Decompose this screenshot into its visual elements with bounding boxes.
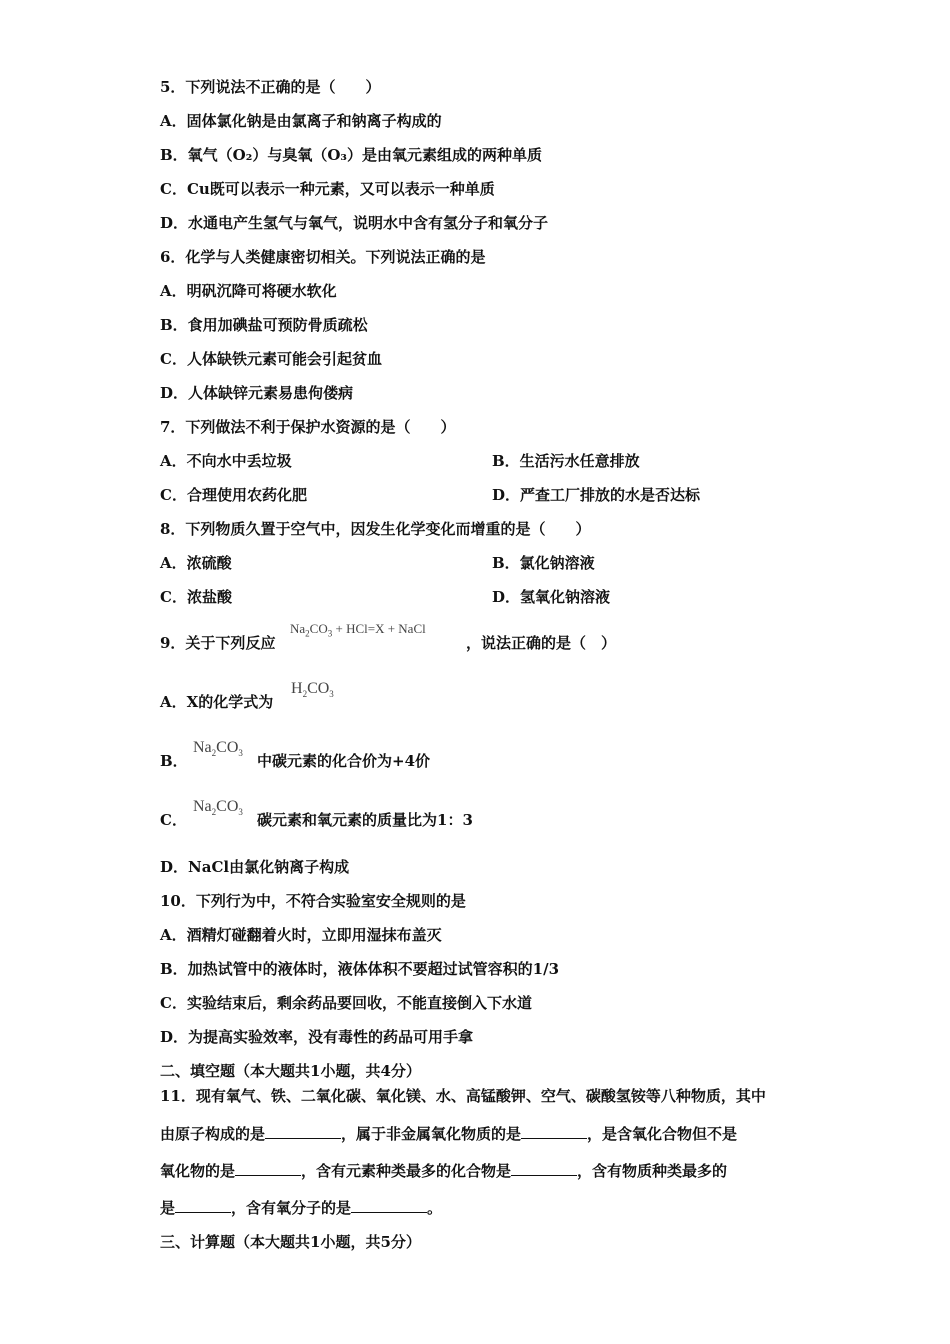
q7-option-c: C．合理使用农药化肥 [160,486,307,504]
answer-blank[interactable] [265,1124,341,1139]
q5-option-d: D．水通电产生氢气与氧气，说明水中含有氢分子和氧分子 [160,214,549,232]
q6-option-b: B．食用加碘盐可预防骨质疏松 [160,316,368,334]
q7-stem: 7．下列做法不利于保护水资源的是（ ） [160,418,456,436]
q9-formula-h2co3: $H_2CO_3$ [291,680,334,700]
q5-option-c: C．Cu既可以表示一种元素，又可以表示一种单质 [160,180,495,198]
q10-option-d: D．为提高实验效率，没有毒性的药品可用手拿 [160,1028,474,1046]
q11-line-3: 氧化物的是 ，含有元素种类最多的化合物是 ，含有物质种类最多的 [160,1162,728,1180]
q11-line-1: 11．现有氧气、铁、二氧化碳、氧化镁、水、高锰酸钾、空气、碳酸氢铵等八种物质，其中 [160,1087,766,1105]
q9-option-c-text: 碳元素和氧元素的质量比为1：3 [257,811,473,829]
q9-formula-na2co3-b: $Na_2CO_3$ [193,739,243,759]
answer-blank[interactable] [521,1124,587,1139]
q9-option-a: A．X的化学式为 [160,693,274,711]
q7-option-b: B．生活污水任意排放 [492,452,640,470]
q10-option-c: C．实验结束后，剩余药品要回收，不能直接倒入下水道 [160,994,532,1012]
answer-blank[interactable] [351,1198,427,1213]
q7-option-a: A．不向水中丢垃圾 [160,452,292,470]
q8-option-c: C．浓盐酸 [160,588,232,606]
q11-line-2: 由原子构成的是 ，属于非金属氧化物质的是 ，是含氧化合物但不是 [160,1125,738,1143]
section-3-heading: 三、计算题（本大题共1小题，共5分） [160,1233,421,1251]
answer-blank[interactable] [235,1161,301,1176]
q10-stem: 10．下列行为中，不符合实验室安全规则的是 [160,892,466,910]
q9-option-c-label: C． [160,811,187,829]
q9-reaction-equation: $Na_2CO_3 + HCl=X$ + NaCl [290,621,426,639]
q6-option-a: A．明矾沉降可将硬水软化 [160,282,337,300]
q9-stem-post: ，说法正确的是（ ） [466,634,617,652]
q11-line-4: 是 ，含有氧分子的是 。 [160,1199,443,1217]
answer-blank[interactable] [175,1198,231,1213]
q6-option-c: C．人体缺铁元素可能会引起贫血 [160,350,382,368]
q10-option-b: B．加热试管中的液体时，液体体积不要超过试管容积的1/3 [160,960,560,978]
answer-blank[interactable] [511,1161,577,1176]
q9-stem-pre: 9．关于下列反应 [160,634,276,652]
q9-option-b-text: 中碳元素的化合价为+4价 [257,752,431,770]
q7-option-d: D．严查工厂排放的水是否达标 [492,486,701,504]
q8-option-d: D．氢氧化钠溶液 [492,588,611,606]
q10-option-a: A．酒精灯碰翻着火时，立即用湿抹布盖灭 [160,926,442,944]
section-2-heading: 二、填空题（本大题共1小题，共4分） [160,1062,421,1080]
q8-option-b: B．氯化钠溶液 [492,554,595,572]
q6-stem: 6．化学与人类健康密切相关。下列说法正确的是 [160,248,486,266]
q6-option-d: D．人体缺锌元素易患佝偻病 [160,384,354,402]
q9-option-d: D．NaCl由氯化钠离子构成 [160,858,350,876]
q5-stem: 5．下列说法不正确的是（ ） [160,78,381,96]
q5-option-a: A．固体氯化钠是由氯离子和钠离子构成的 [160,112,442,130]
q8-stem: 8．下列物质久置于空气中，因发生化学变化而增重的是（ ） [160,520,591,538]
q5-option-b: B．氧气（O₂）与臭氧（O₃）是由氧元素组成的两种单质 [160,146,542,164]
q9-formula-na2co3-c: $Na_2CO_3$ [193,798,243,818]
q8-option-a: A．浓硫酸 [160,554,232,572]
q9-option-b-label: B． [160,752,188,770]
